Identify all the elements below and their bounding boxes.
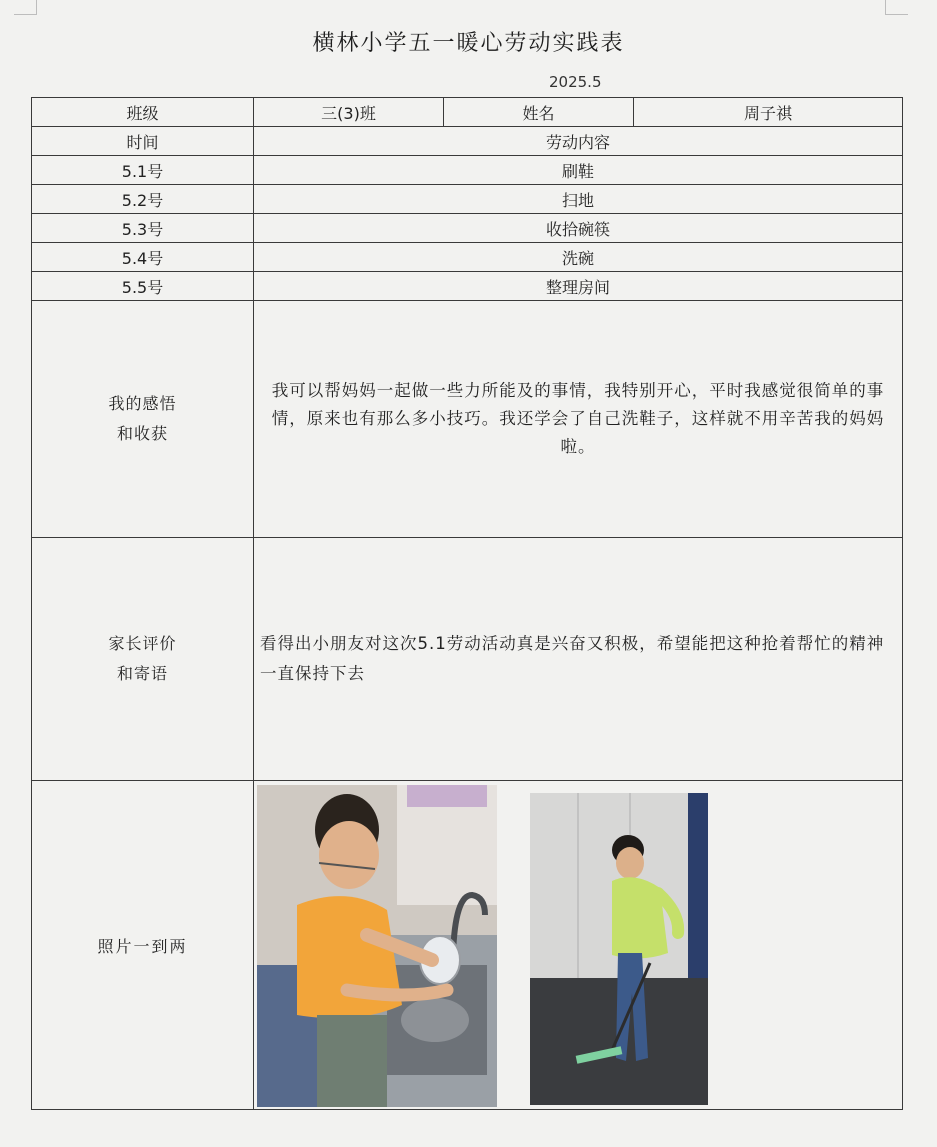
reflection-label-line1: 我的感悟 xyxy=(108,394,177,413)
photos-label: 照片一到两 xyxy=(32,781,254,1110)
table-row xyxy=(32,156,903,185)
parent-comment-cell xyxy=(254,538,903,781)
time-column-header: 时间 xyxy=(32,127,254,156)
schedule-task: 整理房间 xyxy=(254,272,903,301)
parent-comment-text: 看得出小朋友对这次5.1劳动活动真是兴奋又积极，希望能把这种抢着帮忙的精神一直保持下去 xyxy=(260,634,885,683)
parent-comment-label xyxy=(32,538,254,781)
reflection-cell xyxy=(254,301,903,538)
document-date: 2025.5 xyxy=(549,73,602,91)
reflection-row xyxy=(32,301,903,538)
table-row xyxy=(32,272,903,301)
schedule-date: 5.5号 xyxy=(32,272,254,301)
table-row xyxy=(32,185,903,214)
schedule-task: 收拾碗筷 xyxy=(254,214,903,243)
page-corner-mark-left xyxy=(14,0,37,15)
class-value: 三(3)班 xyxy=(254,98,444,127)
photos-cell xyxy=(254,781,903,1110)
page-corner-mark-right xyxy=(885,0,908,15)
parent-comment-label-line2: 和寄语 xyxy=(116,664,168,683)
photo-mopping-floor xyxy=(530,793,708,1105)
schedule-task: 洗碗 xyxy=(254,243,903,272)
schedule-task: 扫地 xyxy=(254,185,903,214)
name-label: 姓名 xyxy=(444,98,634,127)
schedule-header-row xyxy=(32,127,903,156)
header-row xyxy=(32,98,903,127)
class-label: 班级 xyxy=(32,98,254,127)
parent-comment-label-line1: 家长评价 xyxy=(108,634,177,653)
content-column-header: 劳动内容 xyxy=(254,127,903,156)
photo-washing-dishes xyxy=(257,785,497,1107)
table-row xyxy=(32,243,903,272)
photos-row xyxy=(32,781,903,1110)
schedule-date: 5.4号 xyxy=(32,243,254,272)
parent-comment-row xyxy=(32,538,903,781)
schedule-date: 5.1号 xyxy=(32,156,254,185)
reflection-label-line2: 和收获 xyxy=(116,424,168,443)
name-value: 周子祺 xyxy=(634,98,903,127)
schedule-task: 刷鞋 xyxy=(254,156,903,185)
reflection-text: 我可以帮妈妈一起做一些力所能及的事情，我特别开心，平时我感觉很简单的事情，原来也有那么多小技巧。我还学会了自己洗鞋子，这样就不用辛苦我的妈妈啦。 xyxy=(271,381,885,456)
document-title: 横林小学五一暖心劳动实践表 xyxy=(312,31,625,56)
reflection-label xyxy=(32,301,254,538)
schedule-date: 5.3号 xyxy=(32,214,254,243)
labor-practice-table xyxy=(31,97,903,1110)
table-row xyxy=(32,214,903,243)
schedule-date: 5.2号 xyxy=(32,185,254,214)
